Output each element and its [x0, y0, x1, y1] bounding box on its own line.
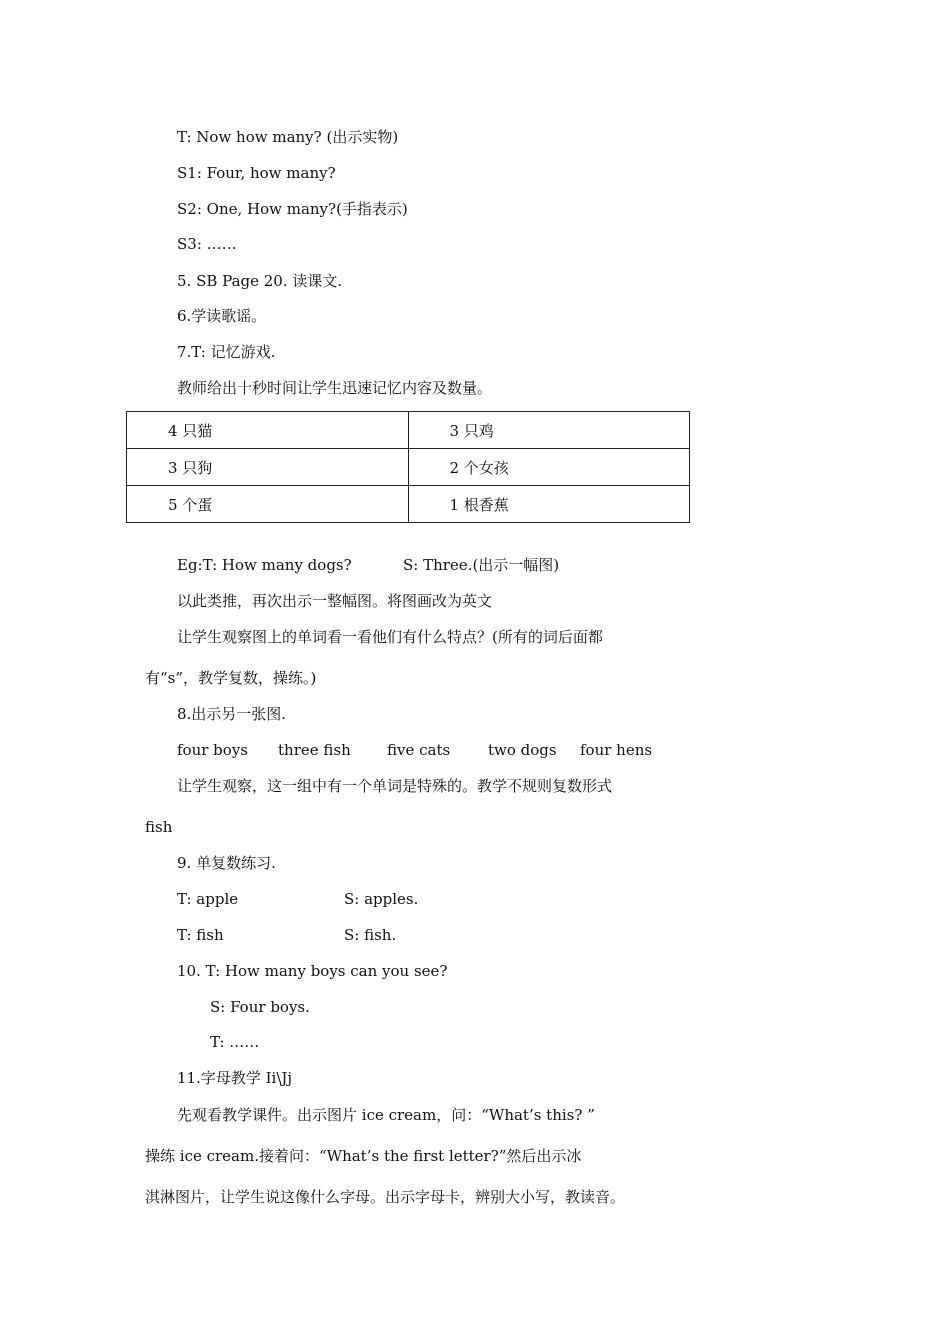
dialogue-line: S1: Four, how many? — [177, 164, 336, 182]
step-10: 10. T: How many boys can you see? — [177, 962, 448, 980]
table-cell: 1 根香蕉 — [408, 486, 690, 523]
dialogue-line: S2: One, How many?(手指表示) — [177, 200, 408, 218]
example-student: S: Three.(出示一幅图) — [403, 556, 560, 574]
step-9: 9. 单复数练习. — [177, 854, 276, 872]
practice-teacher: T: fish — [177, 926, 224, 944]
table-row — [127, 449, 690, 486]
table-cell: 4 只猫 — [127, 412, 409, 449]
step-8: 8.出示另一张图. — [177, 705, 287, 723]
instruction-text-cont: 有“s”，教学复数，操练。) — [145, 669, 317, 687]
dialogue-line: T: Now how many? (出示实物) — [177, 128, 399, 146]
table-cell: 3 只狗 — [127, 449, 409, 486]
word-item: three fish — [278, 741, 351, 759]
practice-student: S: apples. — [344, 890, 419, 908]
instruction-text: 淇淋图片，让学生说这像什么字母。出示字母卡，辨别大小写，教读音。 — [145, 1188, 626, 1206]
instruction-text: 以此类推，再次出示一整幅图。将图画改为英文 — [177, 592, 493, 610]
dialogue-line: T: …… — [210, 1033, 260, 1051]
instruction-text: 让学生观察，这一组中有一个单词是特殊的。教学不规则复数形式 — [177, 777, 613, 795]
table-cell: 2 个女孩 — [408, 449, 690, 486]
instruction-text: 操练 ice cream.接着问：“What’s the first letter?”然后出示冰 — [145, 1147, 582, 1165]
example-teacher: Eg:T: How many dogs? — [177, 556, 352, 574]
practice-teacher: T: apple — [177, 890, 239, 908]
step-5: 5. SB Page 20. 读课文. — [177, 272, 343, 290]
word-item: four boys — [177, 741, 248, 759]
word-item: two dogs — [488, 741, 557, 759]
step-7: 7.T: 记忆游戏. — [177, 343, 276, 361]
word-item: five cats — [387, 741, 451, 759]
dialogue-line: S: Four boys. — [210, 998, 310, 1016]
table-row — [127, 486, 690, 523]
table-cell: 5 个蛋 — [127, 486, 409, 523]
practice-student: S: fish. — [344, 926, 397, 944]
table-row — [127, 412, 690, 449]
step-11: 11.字母教学 Ii\Jj — [177, 1069, 293, 1087]
instruction-text-cont: fish — [145, 818, 173, 836]
dialogue-line: S3: …… — [177, 235, 237, 253]
table-cell: 3 只鸡 — [408, 412, 690, 449]
instruction-text: 让学生观察图上的单词看一看他们有什么特点？(所有的词后面都 — [177, 628, 603, 646]
instruction-text: 先观看教学课件。出示图片 ice cream，问：“What’s this? ” — [177, 1106, 595, 1124]
word-item: four hens — [580, 741, 653, 759]
step-6: 6.学读歌谣。 — [177, 307, 267, 325]
instruction-text: 教师给出十秒时间让学生迅速记忆内容及数量。 — [177, 379, 493, 397]
memory-game-table — [126, 411, 690, 523]
